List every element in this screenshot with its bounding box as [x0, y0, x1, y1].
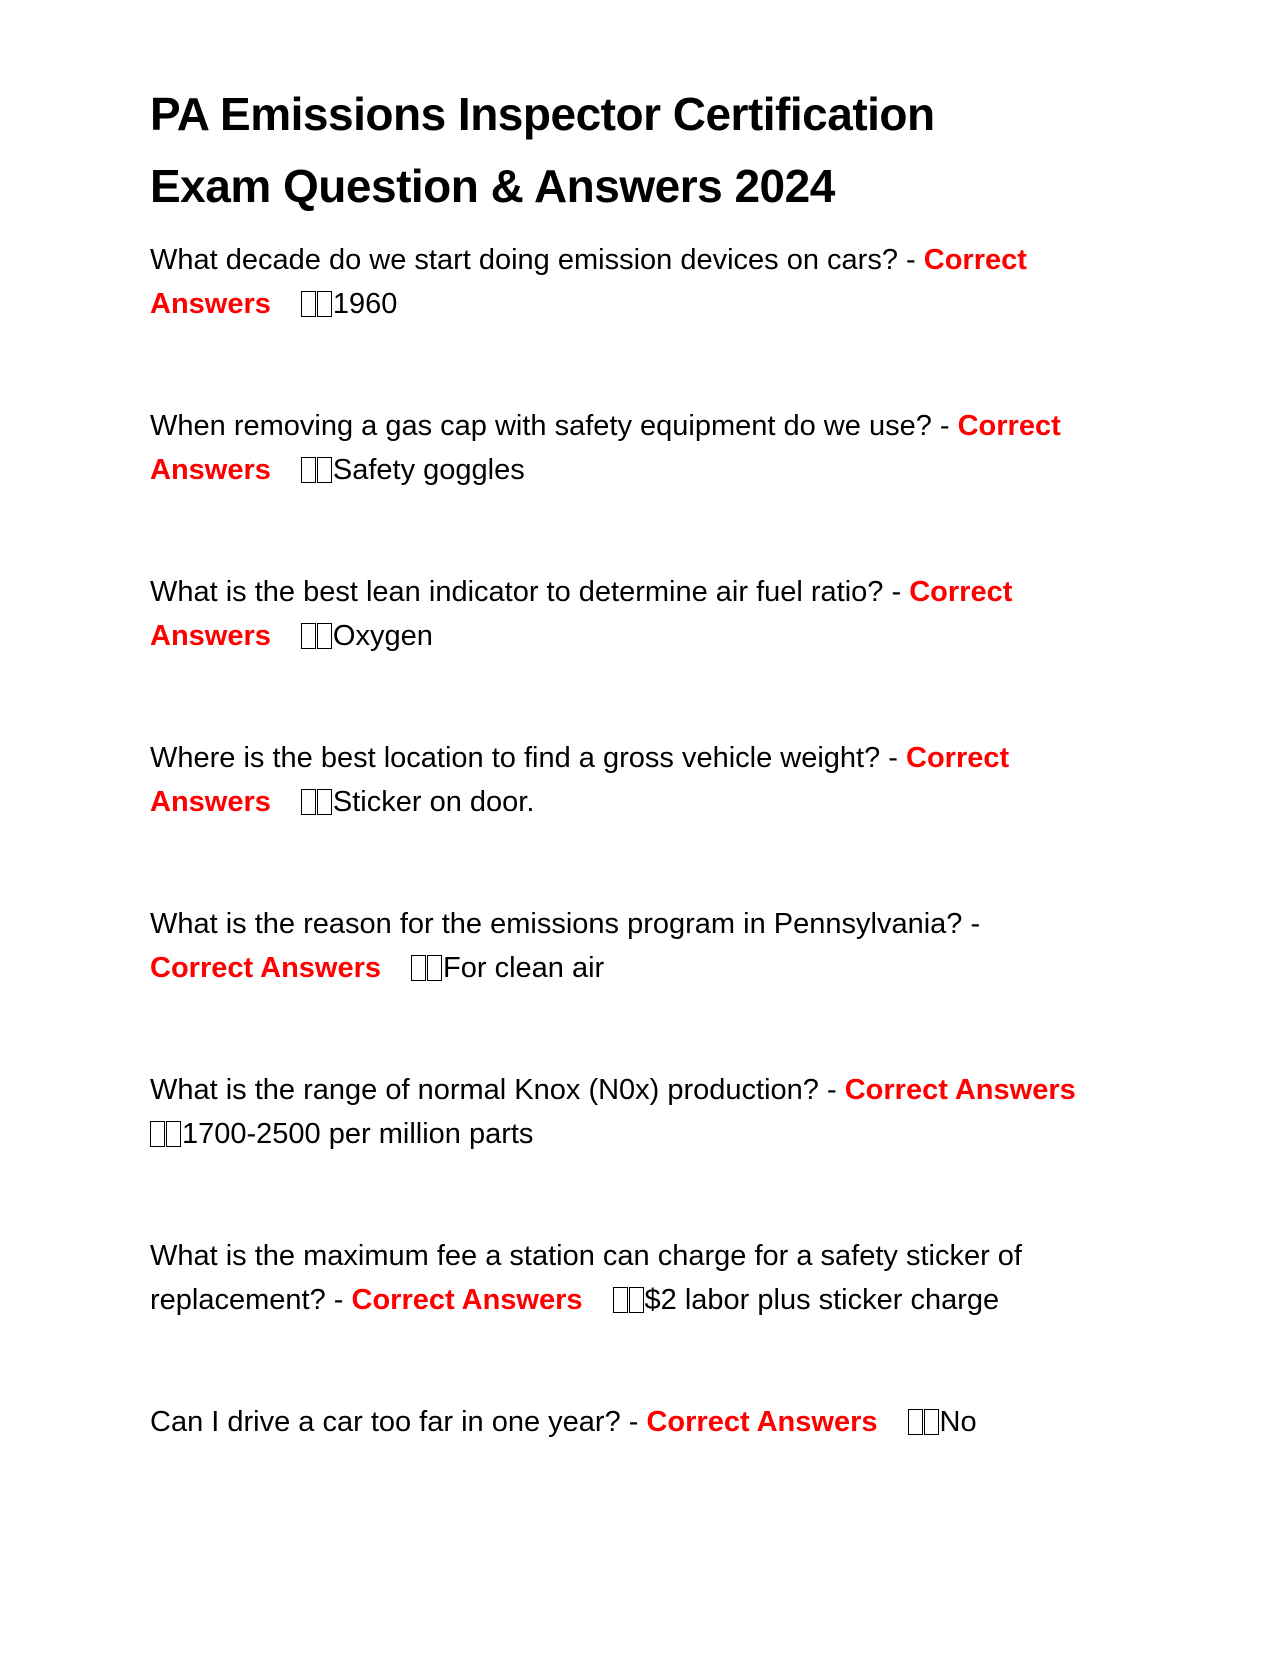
answer-text: 1700-2500 per million parts: [182, 1118, 534, 1150]
qa-item: [150, 238, 1125, 327]
question-text: Where is the best location to find a gross vehicle weight?: [150, 742, 881, 774]
correct-answers-label: Correct Answers: [150, 742, 1010, 818]
separator: -: [962, 908, 981, 940]
missing-glyph-icon: [301, 449, 333, 493]
correct-answers-label: Correct Answers: [646, 1406, 878, 1438]
question-text: When removing a gas cap with safety equipment do we use?: [150, 410, 932, 442]
separator: -: [883, 576, 910, 608]
qa-item: [150, 1068, 1125, 1157]
document-title: [150, 78, 1130, 222]
answer-text: For clean air: [443, 952, 605, 984]
correct-answers-label: Correct Answers: [150, 952, 382, 984]
correct-answers-label: Correct Answers: [150, 410, 1061, 486]
missing-glyph-icon: [301, 283, 333, 327]
separator: -: [620, 1406, 647, 1438]
separator: -: [931, 410, 958, 442]
missing-glyph-icon: [411, 947, 443, 991]
document-page: [150, 78, 1130, 1522]
separator: -: [325, 1284, 352, 1316]
answer-text: Sticker on door.: [332, 786, 535, 818]
separator: -: [897, 244, 924, 276]
qa-item: [150, 736, 1125, 825]
qa-item: [150, 902, 1125, 991]
question-text: What is the range of normal Knox (N0x) production?: [150, 1074, 819, 1106]
question-text: What is the reason for the emissions program in Pennsylvania?: [150, 908, 963, 940]
question-text: What is the best lean indicator to determine air fuel ratio?: [150, 576, 884, 608]
question-text: What decade do we start doing emission devices on cars?: [150, 244, 898, 276]
answer-text: Safety goggles: [332, 454, 525, 486]
question-text: What is the maximum fee a station can charge for a safety sticker of replacement?: [150, 1240, 1022, 1316]
correct-answers-label: Correct Answers: [351, 1284, 583, 1316]
qa-item: [150, 1234, 1125, 1323]
title-line-2: Exam Question & Answers 2024: [150, 160, 835, 212]
answer-text: Oxygen: [332, 620, 433, 652]
missing-glyph-icon: [301, 615, 333, 659]
answer-text: No: [939, 1406, 977, 1438]
correct-answers-label: Correct Answers: [150, 576, 1013, 652]
correct-answers-label: Correct Answers: [844, 1074, 1076, 1106]
qa-item: [150, 404, 1125, 493]
missing-glyph-icon: [908, 1401, 940, 1445]
correct-answers-label: Correct Answers: [150, 244, 1027, 320]
missing-glyph-icon: [613, 1279, 645, 1323]
qa-item: [150, 1400, 1125, 1445]
answer-text: $2 labor plus sticker charge: [644, 1284, 1000, 1316]
question-text: Can I drive a car too far in one year?: [150, 1406, 621, 1438]
missing-glyph-icon: [301, 781, 333, 825]
missing-glyph-icon: [150, 1113, 182, 1157]
separator: -: [880, 742, 907, 774]
separator: -: [818, 1074, 845, 1106]
qa-item: [150, 570, 1125, 659]
answer-text: 1960: [332, 288, 398, 320]
title-line-1: PA Emissions Inspector Certification: [150, 88, 935, 140]
